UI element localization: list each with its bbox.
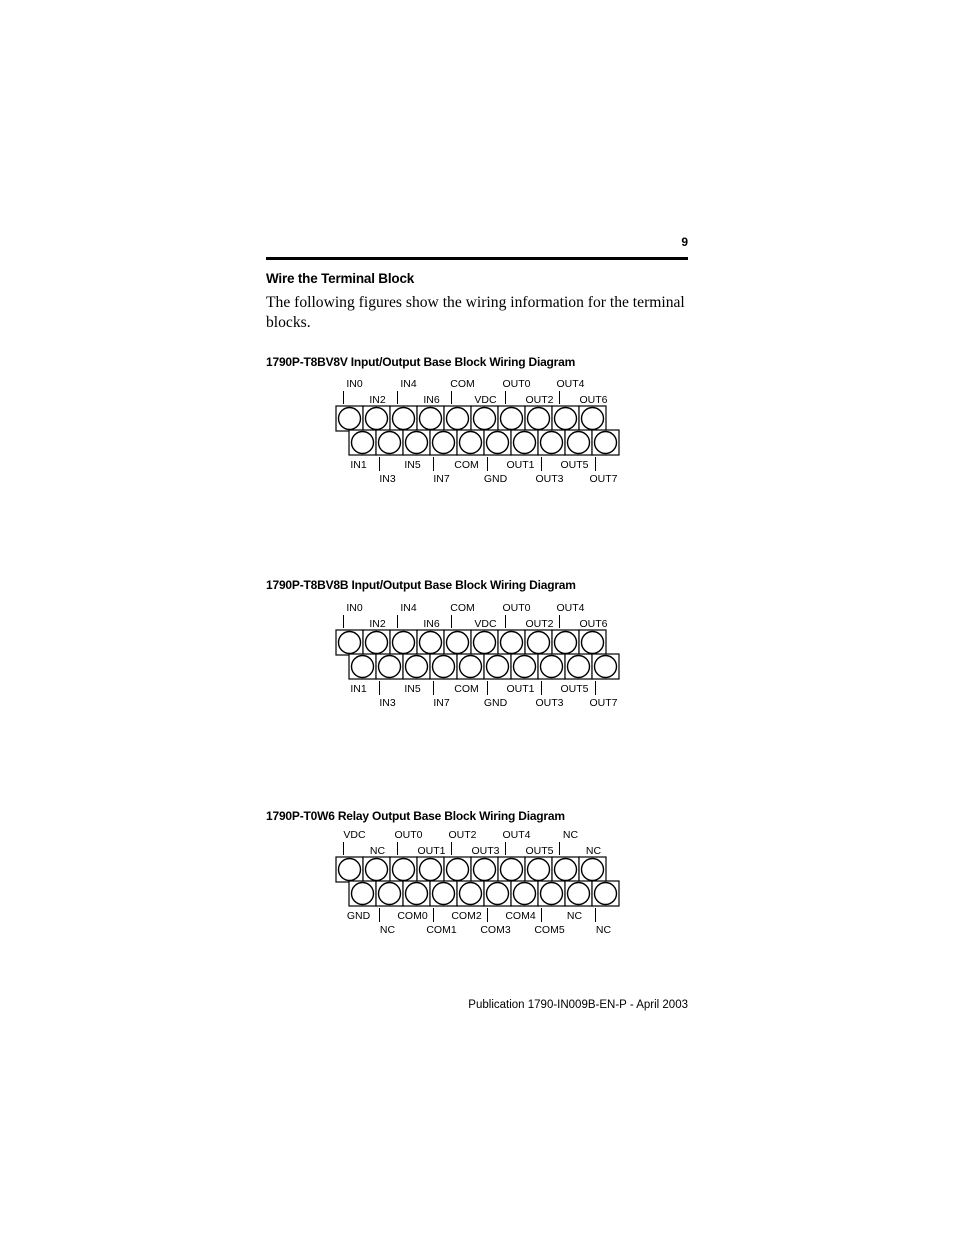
- terminal-screw-top: [582, 859, 604, 881]
- terminal-label: IN6: [423, 394, 440, 406]
- terminal-label: OUT4: [556, 602, 585, 614]
- terminal-label: NC: [379, 924, 396, 936]
- terminal-label: OUT1: [506, 459, 535, 471]
- terminal-screw-top: [555, 408, 577, 430]
- terminal-label: IN7: [433, 473, 450, 485]
- terminal-screw-top: [420, 632, 442, 654]
- terminal-label: IN6: [423, 618, 440, 630]
- terminal-label: COM0: [397, 910, 428, 922]
- terminal-screw-top: [474, 859, 496, 881]
- terminal-label: COM: [454, 459, 479, 471]
- terminal-screw-top: [501, 632, 523, 654]
- terminal-screw-top: [528, 632, 550, 654]
- terminal-label: OUT4: [556, 378, 585, 390]
- terminal-screw-top: [447, 632, 469, 654]
- terminal-screw-bottom: [460, 656, 482, 678]
- terminal-label: IN5: [404, 459, 421, 471]
- terminal-screw-top: [474, 408, 496, 430]
- terminal-screw-bottom: [487, 656, 509, 678]
- terminal-screw-top: [447, 859, 469, 881]
- publication-footer: Publication 1790-IN009B-EN-P - April 2003: [468, 999, 688, 1011]
- terminal-label: OUT2: [448, 829, 477, 841]
- terminal-label: OUT0: [502, 602, 531, 614]
- terminal-screw-bottom: [433, 883, 455, 905]
- terminal-screw-bottom: [541, 432, 563, 454]
- terminal-label: IN2: [369, 394, 386, 406]
- terminal-screw-top: [339, 408, 361, 430]
- terminal-label: IN4: [400, 378, 417, 390]
- terminal-screw-top: [393, 859, 415, 881]
- wiring-diagram-t0w6: [330, 826, 630, 938]
- terminal-label: OUT6: [579, 394, 608, 406]
- terminal-screw-top: [393, 408, 415, 430]
- terminal-label: VDC: [474, 394, 497, 406]
- terminal-screw-bottom: [568, 883, 590, 905]
- terminal-screw-top: [555, 632, 577, 654]
- terminal-screw-top: [366, 632, 388, 654]
- terminal-label: VDC: [343, 829, 366, 841]
- terminal-screw-top: [393, 632, 415, 654]
- terminal-screw-top: [582, 408, 604, 430]
- diagram-caption-t8bv8v: 1790P-T8BV8V Input/Output Base Block Wiring Diagram: [266, 355, 576, 369]
- terminal-screw-top: [555, 859, 577, 881]
- terminal-label: OUT5: [560, 683, 589, 695]
- terminal-screw-top: [501, 859, 523, 881]
- wiring-diagram-t8bv8v: [330, 375, 630, 487]
- terminal-screw-bottom: [433, 656, 455, 678]
- terminal-label: IN2: [369, 618, 386, 630]
- terminal-screw-bottom: [487, 883, 509, 905]
- terminal-label: IN5: [404, 683, 421, 695]
- terminal-label: COM4: [505, 910, 536, 922]
- terminal-screw-bottom: [460, 883, 482, 905]
- terminal-label: OUT4: [502, 829, 531, 841]
- terminal-screw-bottom: [568, 432, 590, 454]
- terminal-screw-bottom: [433, 432, 455, 454]
- terminal-label: NC: [595, 924, 612, 936]
- terminal-screw-bottom: [379, 883, 401, 905]
- diagram-caption-t8bv8b: 1790P-T8BV8B Input/Output Base Block Wiring Diagram: [266, 578, 576, 592]
- terminal-label: COM1: [426, 924, 457, 936]
- terminal-screw-top: [501, 408, 523, 430]
- terminal-label: OUT3: [535, 473, 564, 485]
- terminal-label: OUT1: [417, 845, 446, 857]
- terminal-label: IN1: [350, 683, 367, 695]
- terminal-label: IN4: [400, 602, 417, 614]
- terminal-label: IN1: [350, 459, 367, 471]
- terminal-label: OUT2: [525, 394, 554, 406]
- intro-paragraph: The following figures show the wiring information for the terminal blocks.: [266, 294, 685, 331]
- terminal-block-svg: [330, 826, 630, 938]
- terminal-label: OUT5: [525, 845, 554, 857]
- terminal-screw-top: [528, 859, 550, 881]
- terminal-screw-top: [339, 632, 361, 654]
- terminal-label: COM5: [534, 924, 565, 936]
- terminal-screw-bottom: [595, 656, 617, 678]
- terminal-block-svg: [330, 375, 630, 487]
- terminal-label: OUT3: [471, 845, 500, 857]
- terminal-screw-bottom: [352, 883, 374, 905]
- terminal-label: GND: [483, 697, 508, 709]
- terminal-label: OUT7: [589, 697, 618, 709]
- terminal-label: IN3: [379, 697, 396, 709]
- terminal-screw-bottom: [514, 883, 536, 905]
- terminal-label: GND: [346, 910, 371, 922]
- terminal-screw-bottom: [514, 432, 536, 454]
- terminal-label: OUT7: [589, 473, 618, 485]
- terminal-block-svg: [330, 599, 630, 711]
- terminal-screw-top: [420, 859, 442, 881]
- terminal-screw-bottom: [406, 883, 428, 905]
- terminal-label: OUT0: [502, 378, 531, 390]
- terminal-screw-bottom: [352, 432, 374, 454]
- terminal-label: NC: [566, 910, 583, 922]
- terminal-screw-bottom: [352, 656, 374, 678]
- terminal-label: COM3: [480, 924, 511, 936]
- terminal-screw-top: [582, 632, 604, 654]
- header-rule: [266, 257, 688, 260]
- terminal-label: OUT3: [535, 697, 564, 709]
- section-heading: Wire the Terminal Block: [266, 271, 415, 286]
- terminal-screw-top: [474, 632, 496, 654]
- terminal-screw-bottom: [514, 656, 536, 678]
- terminal-screw-bottom: [595, 883, 617, 905]
- terminal-screw-bottom: [406, 432, 428, 454]
- terminal-screw-top: [366, 408, 388, 430]
- terminal-label: NC: [369, 845, 386, 857]
- diagram-caption-t0w6: 1790P-T0W6 Relay Output Base Block Wiring Diagram: [266, 809, 565, 823]
- terminal-label: OUT2: [525, 618, 554, 630]
- terminal-screw-top: [420, 408, 442, 430]
- terminal-label: COM: [450, 378, 475, 390]
- terminal-screw-bottom: [379, 432, 401, 454]
- terminal-label: IN0: [346, 602, 363, 614]
- terminal-label: COM: [454, 683, 479, 695]
- terminal-screw-bottom: [379, 656, 401, 678]
- terminal-label: OUT5: [560, 459, 589, 471]
- terminal-label: IN7: [433, 697, 450, 709]
- terminal-label: OUT1: [506, 683, 535, 695]
- terminal-screw-top: [339, 859, 361, 881]
- terminal-label: COM2: [451, 910, 482, 922]
- terminal-label: OUT6: [579, 618, 608, 630]
- terminal-label: IN3: [379, 473, 396, 485]
- terminal-screw-top: [447, 408, 469, 430]
- terminal-screw-bottom: [541, 656, 563, 678]
- terminal-screw-bottom: [595, 432, 617, 454]
- terminal-screw-top: [528, 408, 550, 430]
- terminal-screw-bottom: [541, 883, 563, 905]
- terminal-screw-bottom: [406, 656, 428, 678]
- terminal-label: IN0: [346, 378, 363, 390]
- wiring-diagram-t8bv8b: [330, 599, 630, 711]
- terminal-label: NC: [562, 829, 579, 841]
- terminal-label: GND: [483, 473, 508, 485]
- terminal-label: COM: [450, 602, 475, 614]
- terminal-label: OUT0: [394, 829, 423, 841]
- terminal-screw-bottom: [568, 656, 590, 678]
- terminal-screw-bottom: [460, 432, 482, 454]
- terminal-screw-bottom: [487, 432, 509, 454]
- terminal-label: VDC: [474, 618, 497, 630]
- page-number: 9: [681, 235, 688, 249]
- terminal-screw-top: [366, 859, 388, 881]
- terminal-label: NC: [585, 845, 602, 857]
